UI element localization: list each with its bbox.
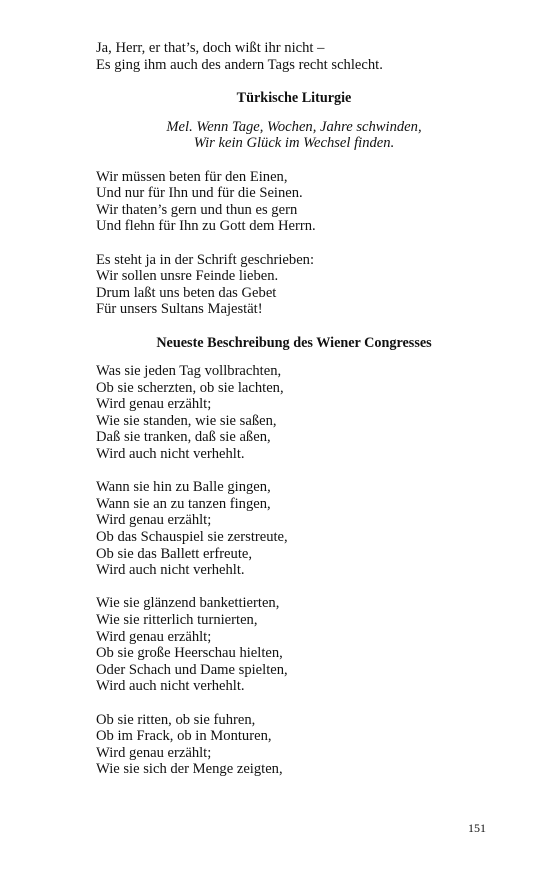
verse-line: Wird auch nicht verhehlt.: [96, 562, 245, 579]
verse-line: Wann sie hin zu Balle gingen,: [96, 479, 271, 496]
poem2-stanza-3: [96, 595, 496, 695]
verse-line: Und flehn für Ihn zu Gott dem Herrn.: [96, 218, 316, 235]
verse-line: Für unsers Sultans Majestät!: [96, 301, 263, 318]
page-number: 151: [468, 821, 486, 835]
verse-line: Wir müssen beten für den Einen,: [96, 168, 288, 185]
verse-line: Oder Schach und Dame spielten,: [96, 661, 288, 678]
verse-line: Wie sie sich der Menge zeigten,: [96, 761, 283, 778]
opening-stanza: [96, 40, 496, 73]
poem-title-wiener-congress: Neueste Beschreibung des Wiener Congresses: [156, 334, 432, 351]
poem-title-tuerkische-liturgie: Türkische Liturgie: [236, 90, 352, 107]
verse-line: Wird auch nicht verhehlt.: [96, 678, 245, 695]
verse-line: Wird auch nicht verhehlt.: [96, 446, 245, 463]
verse-line: Was sie jeden Tag vollbrachten,: [96, 363, 282, 380]
poem1-stanza-2: [96, 252, 496, 318]
poem2-stanza-4: [96, 712, 496, 778]
melody-line: Mel. Wenn Tage, Wochen, Jahre schwinden,: [166, 118, 422, 135]
verse-line: Wie sie glänzend bankettierten,: [96, 595, 280, 612]
verse-line: Wann sie an zu tanzen fingen,: [96, 495, 271, 512]
verse-line: Daß sie tranken, daß sie aßen,: [96, 429, 271, 446]
poem2-stanza-1: [96, 363, 496, 463]
verse-line: Es steht ja in der Schrift geschrieben:: [96, 251, 315, 268]
verse-line: Ob im Frack, ob in Monturen,: [96, 728, 272, 745]
verse-line: Und nur für Ihn und für die Seinen.: [96, 185, 303, 202]
melody-note: [96, 119, 492, 152]
verse-line: Wird genau erzählt;: [96, 512, 212, 529]
verse-line: Ob sie große Heerschau hielten,: [96, 645, 283, 662]
verse-line: Wird genau erzählt;: [96, 396, 212, 413]
verse-line: Wir sollen unsre Feinde lieben.: [96, 268, 279, 285]
verse-line: Ja, Herr, er that’s, doch wißt ihr nicht –: [96, 40, 325, 56]
verse-line: Wird genau erzählt;: [96, 628, 212, 645]
verse-line: Es ging ihm auch des andern Tags recht schlecht.: [96, 56, 383, 73]
verse-line: Ob sie scherzten, ob sie lachten,: [96, 379, 284, 396]
melody-line: Wir kein Glück im Wechsel finden.: [193, 135, 395, 152]
verse-line: Wir thaten’s gern und thun es gern: [96, 201, 298, 218]
verse-line: Ob das Schauspiel sie zerstreute,: [96, 529, 288, 546]
verse-line: Drum laßt uns beten das Gebet: [96, 284, 277, 301]
poem2-stanza-2: [96, 479, 496, 579]
verse-line: Ob sie das Ballett erfreute,: [96, 545, 253, 562]
book-page: [96, 40, 496, 795]
verse-line: Ob sie ritten, ob sie fuhren,: [96, 711, 256, 728]
poem1-stanza-1: [96, 169, 496, 235]
verse-line: Wie sie standen, wie sie saßen,: [96, 412, 277, 429]
verse-line: Wie sie ritterlich turnierten,: [96, 612, 258, 628]
verse-line: Wird genau erzählt;: [96, 744, 212, 761]
